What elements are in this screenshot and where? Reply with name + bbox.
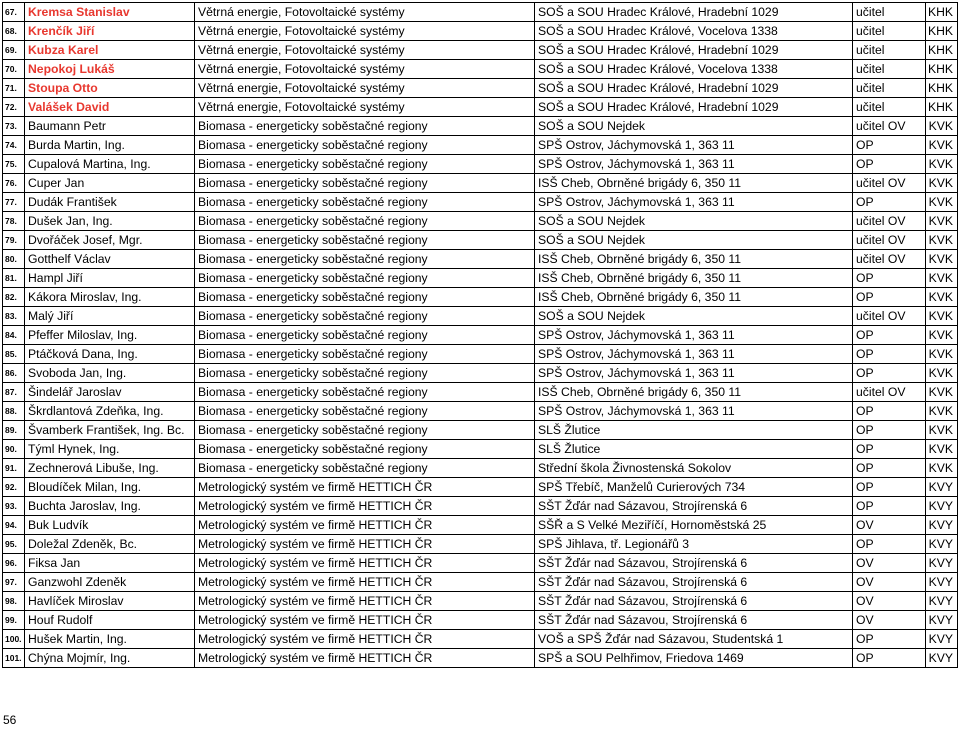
topic-cell: Větrná energie, Fotovoltaické systémy [195, 41, 535, 60]
region-cell: KVY [926, 516, 958, 535]
topic-cell: Biomasa - energeticky soběstačné regiony [195, 402, 535, 421]
table-row [3, 193, 958, 212]
topic-cell: Biomasa - energeticky soběstačné regiony [195, 364, 535, 383]
topic-cell: Metrologický systém ve firmě HETTICH ČR [195, 497, 535, 516]
row-number-cell: 83. [3, 307, 25, 326]
role-cell: OP [853, 535, 926, 554]
school-cell: SOŠ a SOU Hradec Králové, Hradební 1029 [535, 3, 853, 22]
region-cell: KVK [926, 288, 958, 307]
school-cell: SPŠ Ostrov, Jáchymovská 1, 363 11 [535, 326, 853, 345]
region-cell: KVY [926, 611, 958, 630]
row-number-cell: 92. [3, 478, 25, 497]
row-number-cell: 82. [3, 288, 25, 307]
school-cell: SPŠ Ostrov, Jáchymovská 1, 363 11 [535, 155, 853, 174]
table-row [3, 592, 958, 611]
row-number-cell: 93. [3, 497, 25, 516]
table-row [3, 630, 958, 649]
role-cell: OP [853, 364, 926, 383]
row-number-cell: 101. [3, 649, 25, 668]
topic-cell: Metrologický systém ve firmě HETTICH ČR [195, 554, 535, 573]
row-number-cell: 71. [3, 79, 25, 98]
table-row [3, 231, 958, 250]
role-cell: OP [853, 478, 926, 497]
region-cell: KVY [926, 497, 958, 516]
person-name-cell: Malý Jiří [25, 307, 195, 326]
topic-cell: Biomasa - energeticky soběstačné regiony [195, 231, 535, 250]
school-cell: SPŠ Ostrov, Jáchymovská 1, 363 11 [535, 402, 853, 421]
participants-table [2, 2, 958, 668]
person-name-cell: Baumann Petr [25, 117, 195, 136]
school-cell: SOŠ a SOU Hradec Králové, Hradební 1029 [535, 41, 853, 60]
person-name-cell: Kremsa Stanislav [25, 3, 195, 22]
role-cell: učitel [853, 98, 926, 117]
role-cell: učitel [853, 22, 926, 41]
school-cell: SPŠ a SOU Pelhřimov, Friedova 1469 [535, 649, 853, 668]
topic-cell: Biomasa - energeticky soběstačné regiony [195, 345, 535, 364]
school-cell: SOŠ a SOU Nejdek [535, 117, 853, 136]
role-cell: OP [853, 193, 926, 212]
region-cell: KVY [926, 573, 958, 592]
person-name-cell: Pfeffer Miloslav, Ing. [25, 326, 195, 345]
person-name-cell: Týml Hynek, Ing. [25, 440, 195, 459]
topic-cell: Metrologický systém ve firmě HETTICH ČR [195, 535, 535, 554]
region-cell: KVY [926, 649, 958, 668]
topic-cell: Větrná energie, Fotovoltaické systémy [195, 22, 535, 41]
row-number-cell: 97. [3, 573, 25, 592]
topic-cell: Větrná energie, Fotovoltaické systémy [195, 60, 535, 79]
region-cell: KHK [926, 41, 958, 60]
person-name-cell: Škrdlantová Zdeňka, Ing. [25, 402, 195, 421]
role-cell: OV [853, 554, 926, 573]
person-name-cell: Ptáčková Dana, Ing. [25, 345, 195, 364]
role-cell: OP [853, 155, 926, 174]
row-number-cell: 69. [3, 41, 25, 60]
table-row [3, 250, 958, 269]
region-cell: KVK [926, 459, 958, 478]
person-name-cell: Gotthelf Václav [25, 250, 195, 269]
role-cell: OP [853, 269, 926, 288]
person-name-cell: Zechnerová Libuše, Ing. [25, 459, 195, 478]
region-cell: KVK [926, 307, 958, 326]
topic-cell: Větrná energie, Fotovoltaické systémy [195, 98, 535, 117]
school-cell: SOŠ a SOU Nejdek [535, 231, 853, 250]
person-name-cell: Kákora Miroslav, Ing. [25, 288, 195, 307]
school-cell: SPŠ Třebíč, Manželů Curierových 734 [535, 478, 853, 497]
region-cell: KVY [926, 554, 958, 573]
topic-cell: Metrologický systém ve firmě HETTICH ČR [195, 573, 535, 592]
region-cell: KVK [926, 155, 958, 174]
region-cell: KVK [926, 212, 958, 231]
school-cell: ISŠ Cheb, Obrněné brigády 6, 350 11 [535, 250, 853, 269]
region-cell: KVK [926, 174, 958, 193]
role-cell: učitel OV [853, 231, 926, 250]
region-cell: KVY [926, 630, 958, 649]
role-cell: OV [853, 516, 926, 535]
school-cell: SPŠ Ostrov, Jáchymovská 1, 363 11 [535, 345, 853, 364]
row-number-cell: 89. [3, 421, 25, 440]
person-name-cell: Havlíček Miroslav [25, 592, 195, 611]
table-row [3, 497, 958, 516]
person-name-cell: Krenčík Jiří [25, 22, 195, 41]
region-cell: KVK [926, 440, 958, 459]
region-cell: KVK [926, 250, 958, 269]
person-name-cell: Valášek David [25, 98, 195, 117]
school-cell: SŠT Žďár nad Sázavou, Strojírenská 6 [535, 611, 853, 630]
table-row [3, 60, 958, 79]
school-cell: SŠT Žďár nad Sázavou, Strojírenská 6 [535, 554, 853, 573]
region-cell: KVK [926, 421, 958, 440]
row-number-cell: 72. [3, 98, 25, 117]
table-row [3, 326, 958, 345]
region-cell: KHK [926, 79, 958, 98]
row-number-cell: 76. [3, 174, 25, 193]
table-row [3, 307, 958, 326]
school-cell: SOŠ a SOU Hradec Králové, Vocelova 1338 [535, 22, 853, 41]
school-cell: SPŠ Jihlava, tř. Legionářů 3 [535, 535, 853, 554]
region-cell: KVK [926, 326, 958, 345]
school-cell: ISŠ Cheb, Obrněné brigády 6, 350 11 [535, 383, 853, 402]
row-number-cell: 78. [3, 212, 25, 231]
role-cell: učitel OV [853, 250, 926, 269]
row-number-cell: 77. [3, 193, 25, 212]
table-row [3, 41, 958, 60]
school-cell: SPŠ Ostrov, Jáchymovská 1, 363 11 [535, 136, 853, 155]
person-name-cell: Šindelář Jaroslav [25, 383, 195, 402]
role-cell: učitel OV [853, 212, 926, 231]
topic-cell: Biomasa - energeticky soběstačné regiony [195, 193, 535, 212]
region-cell: KVK [926, 269, 958, 288]
table-row [3, 402, 958, 421]
table-row [3, 98, 958, 117]
person-name-cell: Stoupa Otto [25, 79, 195, 98]
table-row [3, 136, 958, 155]
row-number-cell: 98. [3, 592, 25, 611]
region-cell: KVY [926, 535, 958, 554]
school-cell: SOŠ a SOU Hradec Králové, Hradební 1029 [535, 79, 853, 98]
role-cell: učitel [853, 41, 926, 60]
role-cell: OP [853, 497, 926, 516]
row-number-cell: 79. [3, 231, 25, 250]
row-number-cell: 87. [3, 383, 25, 402]
school-cell: SOŠ a SOU Hradec Králové, Vocelova 1338 [535, 60, 853, 79]
region-cell: KVY [926, 478, 958, 497]
person-name-cell: Fiksa Jan [25, 554, 195, 573]
table-row [3, 117, 958, 136]
table-row [3, 345, 958, 364]
table-row [3, 516, 958, 535]
topic-cell: Biomasa - energeticky soběstačné regiony [195, 440, 535, 459]
role-cell: OV [853, 573, 926, 592]
topic-cell: Biomasa - energeticky soběstačné regiony [195, 174, 535, 193]
school-cell: SPŠ Ostrov, Jáchymovská 1, 363 11 [535, 364, 853, 383]
person-name-cell: Dvořáček Josef, Mgr. [25, 231, 195, 250]
row-number-cell: 70. [3, 60, 25, 79]
school-cell: SPŠ Ostrov, Jáchymovská 1, 363 11 [535, 193, 853, 212]
row-number-cell: 75. [3, 155, 25, 174]
role-cell: učitel [853, 60, 926, 79]
school-cell: SOŠ a SOU Hradec Králové, Hradební 1029 [535, 98, 853, 117]
topic-cell: Biomasa - energeticky soběstačné regiony [195, 459, 535, 478]
topic-cell: Metrologický systém ve firmě HETTICH ČR [195, 478, 535, 497]
region-cell: KVK [926, 231, 958, 250]
topic-cell: Biomasa - energeticky soběstačné regiony [195, 383, 535, 402]
role-cell: OP [853, 440, 926, 459]
table-row [3, 269, 958, 288]
topic-cell: Větrná energie, Fotovoltaické systémy [195, 3, 535, 22]
role-cell: OP [853, 649, 926, 668]
school-cell: SLŠ Žlutice [535, 421, 853, 440]
region-cell: KHK [926, 3, 958, 22]
role-cell: OP [853, 459, 926, 478]
row-number-cell: 90. [3, 440, 25, 459]
table-row [3, 459, 958, 478]
table-row [3, 22, 958, 41]
person-name-cell: Hampl Jiří [25, 269, 195, 288]
region-cell: KVY [926, 592, 958, 611]
region-cell: KHK [926, 60, 958, 79]
school-cell: VOŠ a SPŠ Žďár nad Sázavou, Studentská 1 [535, 630, 853, 649]
row-number-cell: 88. [3, 402, 25, 421]
table-row [3, 573, 958, 592]
table-row [3, 535, 958, 554]
person-name-cell: Svoboda Jan, Ing. [25, 364, 195, 383]
region-cell: KVK [926, 136, 958, 155]
person-name-cell: Cuper Jan [25, 174, 195, 193]
row-number-cell: 99. [3, 611, 25, 630]
table-body [3, 3, 958, 668]
role-cell: OP [853, 136, 926, 155]
school-cell: Střední škola Živnostenská Sokolov [535, 459, 853, 478]
person-name-cell: Kubza Karel [25, 41, 195, 60]
topic-cell: Metrologický systém ve firmě HETTICH ČR [195, 630, 535, 649]
role-cell: OP [853, 402, 926, 421]
school-cell: ISŠ Cheb, Obrněné brigády 6, 350 11 [535, 174, 853, 193]
topic-cell: Metrologický systém ve firmě HETTICH ČR [195, 649, 535, 668]
table-row [3, 174, 958, 193]
row-number-cell: 96. [3, 554, 25, 573]
row-number-cell: 68. [3, 22, 25, 41]
person-name-cell: Buchta Jaroslav, Ing. [25, 497, 195, 516]
person-name-cell: Dudák František [25, 193, 195, 212]
person-name-cell: Ganzwohl Zdeněk [25, 573, 195, 592]
role-cell: učitel OV [853, 383, 926, 402]
topic-cell: Biomasa - energeticky soběstačné regiony [195, 155, 535, 174]
person-name-cell: Doležal Zdeněk, Bc. [25, 535, 195, 554]
table-row [3, 421, 958, 440]
topic-cell: Biomasa - energeticky soběstačné regiony [195, 326, 535, 345]
role-cell: OP [853, 288, 926, 307]
table-row [3, 288, 958, 307]
role-cell: učitel [853, 79, 926, 98]
school-cell: SLŠ Žlutice [535, 440, 853, 459]
school-cell: ISŠ Cheb, Obrněné brigády 6, 350 11 [535, 269, 853, 288]
person-name-cell: Cupalová Martina, Ing. [25, 155, 195, 174]
role-cell: OP [853, 421, 926, 440]
row-number-cell: 95. [3, 535, 25, 554]
topic-cell: Biomasa - energeticky soběstačné regiony [195, 269, 535, 288]
topic-cell: Metrologický systém ve firmě HETTICH ČR [195, 611, 535, 630]
region-cell: KVK [926, 117, 958, 136]
table-row [3, 3, 958, 22]
row-number-cell: 84. [3, 326, 25, 345]
table-row [3, 79, 958, 98]
school-cell: SŠT Žďár nad Sázavou, Strojírenská 6 [535, 573, 853, 592]
table-row [3, 440, 958, 459]
topic-cell: Biomasa - energeticky soběstačné regiony [195, 421, 535, 440]
person-name-cell: Švamberk František, Ing. Bc. [25, 421, 195, 440]
school-cell: SOŠ a SOU Nejdek [535, 307, 853, 326]
school-cell: SOŠ a SOU Nejdek [535, 212, 853, 231]
table-row [3, 611, 958, 630]
role-cell: učitel [853, 3, 926, 22]
topic-cell: Biomasa - energeticky soběstačné regiony [195, 250, 535, 269]
role-cell: učitel OV [853, 307, 926, 326]
region-cell: KVK [926, 345, 958, 364]
role-cell: OP [853, 326, 926, 345]
school-cell: SŠT Žďár nad Sázavou, Strojírenská 6 [535, 592, 853, 611]
role-cell: OP [853, 630, 926, 649]
table-row [3, 155, 958, 174]
person-name-cell: Hušek Martin, Ing. [25, 630, 195, 649]
person-name-cell: Houf Rudolf [25, 611, 195, 630]
role-cell: OV [853, 592, 926, 611]
person-name-cell: Bloudíček Milan, Ing. [25, 478, 195, 497]
person-name-cell: Burda Martin, Ing. [25, 136, 195, 155]
row-number-cell: 100. [3, 630, 25, 649]
school-cell: ISŠ Cheb, Obrněné brigády 6, 350 11 [535, 288, 853, 307]
row-number-cell: 85. [3, 345, 25, 364]
row-number-cell: 67. [3, 3, 25, 22]
row-number-cell: 81. [3, 269, 25, 288]
table-row [3, 364, 958, 383]
topic-cell: Metrologický systém ve firmě HETTICH ČR [195, 592, 535, 611]
topic-cell: Biomasa - energeticky soběstačné regiony [195, 212, 535, 231]
role-cell: OV [853, 611, 926, 630]
region-cell: KHK [926, 22, 958, 41]
table-row [3, 649, 958, 668]
school-cell: SŠT Žďár nad Sázavou, Strojírenská 6 [535, 497, 853, 516]
row-number-cell: 86. [3, 364, 25, 383]
person-name-cell: Buk Ludvík [25, 516, 195, 535]
region-cell: KVK [926, 364, 958, 383]
row-number-cell: 91. [3, 459, 25, 478]
person-name-cell: Chýna Mojmír, Ing. [25, 649, 195, 668]
row-number-cell: 74. [3, 136, 25, 155]
person-name-cell: Dušek Jan, Ing. [25, 212, 195, 231]
topic-cell: Větrná energie, Fotovoltaické systémy [195, 79, 535, 98]
region-cell: KVK [926, 193, 958, 212]
topic-cell: Biomasa - energeticky soběstačné regiony [195, 307, 535, 326]
table-row [3, 212, 958, 231]
person-name-cell: Nepokoj Lukáš [25, 60, 195, 79]
role-cell: učitel OV [853, 117, 926, 136]
region-cell: KVK [926, 402, 958, 421]
row-number-cell: 94. [3, 516, 25, 535]
region-cell: KVK [926, 383, 958, 402]
table-row [3, 383, 958, 402]
page-number: 56 [3, 713, 17, 727]
row-number-cell: 73. [3, 117, 25, 136]
table-row [3, 554, 958, 573]
topic-cell: Biomasa - energeticky soběstačné regiony [195, 136, 535, 155]
table-row [3, 478, 958, 497]
role-cell: OP [853, 345, 926, 364]
topic-cell: Biomasa - energeticky soběstačné regiony [195, 288, 535, 307]
topic-cell: Biomasa - energeticky soběstačné regiony [195, 117, 535, 136]
topic-cell: Metrologický systém ve firmě HETTICH ČR [195, 516, 535, 535]
row-number-cell: 80. [3, 250, 25, 269]
school-cell: SŠŘ a S Velké Meziříčí, Hornoměstská 25 [535, 516, 853, 535]
region-cell: KHK [926, 98, 958, 117]
role-cell: učitel OV [853, 174, 926, 193]
